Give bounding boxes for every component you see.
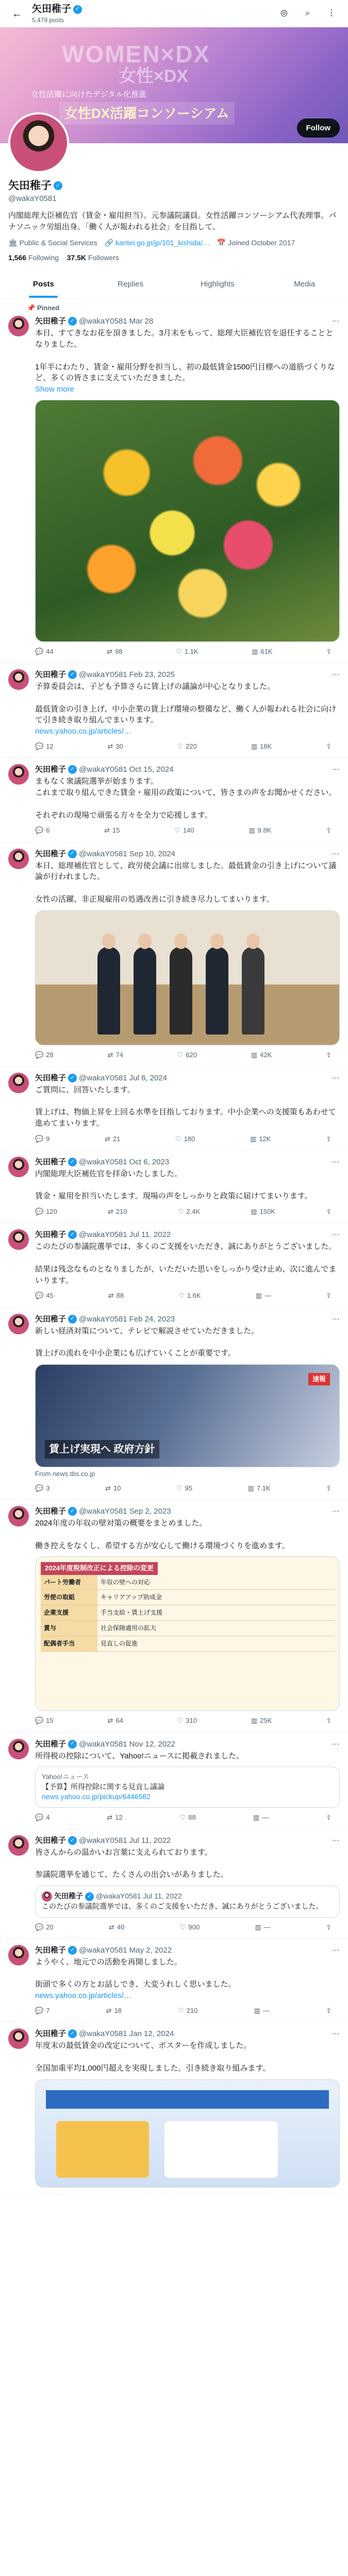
like-button[interactable]: ♡ 1.6K	[178, 1292, 201, 1300]
avatar[interactable]	[8, 1739, 29, 1759]
avatar[interactable]	[8, 1229, 29, 1250]
verified-icon: ✓	[68, 1230, 77, 1239]
table-row: 労使の取組 キャリアアップ助成金	[41, 1590, 334, 1605]
tweet-actions	[35, 1134, 340, 1144]
more-icon[interactable]: ⋯	[332, 1739, 340, 1749]
poster-header-bar	[46, 2090, 329, 2109]
table-row: 賞与 社会保険適用の拡大	[41, 1621, 334, 1636]
verified-icon: ✓	[54, 181, 62, 190]
like-button[interactable]: ♡ 140	[174, 826, 194, 835]
tweet-header	[35, 1314, 340, 1325]
author-handle: @wakaY0581	[79, 2029, 127, 2039]
following-count[interactable]: 1,566 Following	[8, 253, 59, 262]
banner-title: 女性DX活躍コンソーシアム	[59, 102, 235, 125]
more-icon[interactable]: ⋯	[332, 1230, 340, 1240]
like-button[interactable]: ♡ 220	[177, 742, 197, 751]
poster-block	[164, 2121, 278, 2178]
author-handle: @wakaY0581	[79, 1073, 127, 1082]
verified-icon: ✓	[68, 850, 77, 858]
author-handle: @wakaY0581	[79, 317, 127, 326]
tweet-header	[35, 1506, 340, 1517]
tweet[interactable]	[0, 663, 348, 758]
table-image[interactable]	[35, 1556, 340, 1711]
views-count[interactable]: ▥ 25K	[251, 1717, 272, 1725]
more-icon[interactable]: ⋯	[332, 1314, 340, 1324]
news-source[interactable]: From news.tbs.co.jp	[35, 1469, 95, 1478]
avatar[interactable]	[8, 1835, 29, 1856]
views-count[interactable]: ▥ —	[255, 1923, 271, 1931]
profile-name-row	[8, 178, 340, 193]
verified-icon: ✓	[68, 2029, 77, 2038]
tweet[interactable]	[0, 1500, 348, 1732]
quote-handle: @wakaY0581	[96, 1892, 141, 1901]
author-handle: @wakaY0581	[79, 1739, 127, 1749]
profile-name: 矢田稚子	[8, 180, 52, 192]
share-icon[interactable]: ⇪	[326, 1484, 332, 1493]
tweet-header	[35, 1229, 340, 1240]
tweet-text: 予算委員会は、子ども予算さらに賃上げの議論が中心となりました。 最低賃金の引き上げ、中小企業の賃上げ環境の整備など、働く人が報われる社会に向けて引き続き取り組んでまいります。	[35, 682, 337, 725]
views-count[interactable]: ▥ —	[255, 1292, 271, 1300]
tweet-text: 年度末の最低賃金の改定について、ポスターを作成しました。 全国加重平均1,000円超えを実現しました。引き続き取り組みます。	[35, 2041, 271, 2073]
share-icon[interactable]: ⇪	[326, 1292, 332, 1300]
reply-button[interactable]: 💬 45	[35, 1292, 54, 1300]
repost-button[interactable]: ⇄ 30	[107, 742, 123, 751]
like-button[interactable]: ♡ 180	[175, 1134, 195, 1143]
tweet-text: ようやく、地元での活動を再開しました。 街頭で多くの方とお話しでき、大変うれしく思いました。	[35, 1957, 236, 1989]
repost-button[interactable]: ⇄ 64	[107, 1717, 123, 1725]
views-count[interactable]: ▥ 7.1K	[247, 1484, 271, 1493]
avatar[interactable]	[8, 316, 29, 336]
repost-button[interactable]: ⇄ 12	[107, 1813, 123, 1821]
reply-button[interactable]: 💬 120	[35, 1208, 57, 1216]
share-icon[interactable]: ⇪	[326, 1923, 332, 1931]
more-icon[interactable]: ⋯	[332, 1836, 340, 1845]
header-name: 矢田稚子	[32, 3, 72, 14]
tweet-header	[35, 1945, 340, 1956]
tweet-link[interactable]: news.yahoo.co.jp/articles/…	[35, 1991, 131, 2001]
like-button[interactable]: ♡ 210	[178, 2007, 198, 2015]
tweet-text: 皆さんからの温かいお言葉に支えられております。 参議院選挙を通じて、たくさんの出会いがありました。	[35, 1848, 228, 1879]
reply-button[interactable]: 💬 28	[35, 1050, 54, 1059]
pinned-label: 📌 Pinned	[27, 304, 60, 312]
more-icon[interactable]: ⋯	[332, 1073, 340, 1082]
author-handle: @wakaY0581	[79, 1230, 127, 1240]
show-more-link[interactable]: Show more	[35, 385, 74, 394]
author-name[interactable]: 矢田稚子	[35, 317, 67, 326]
profile-tabs	[0, 270, 348, 298]
tweet-actions	[35, 1716, 340, 1725]
views-count[interactable]: ▥ —	[253, 1813, 269, 1821]
more-icon[interactable]: ⋯	[332, 1507, 340, 1516]
back-arrow-icon[interactable]: ←	[12, 8, 22, 20]
author-name[interactable]: 矢田稚子	[35, 1739, 67, 1749]
tweet-header	[35, 1073, 340, 1083]
avatar	[42, 1891, 52, 1902]
tweet-header	[35, 1835, 340, 1846]
news-badge: 速報	[308, 1373, 330, 1385]
avatar[interactable]	[8, 1157, 29, 1177]
avatar[interactable]	[8, 1314, 29, 1334]
top-bar	[0, 0, 348, 27]
follow-counts	[8, 253, 340, 263]
banner-watermark-2: 女性×DX	[119, 66, 189, 86]
tweet[interactable]	[0, 1939, 348, 2022]
share-icon[interactable]: ⇪	[326, 648, 332, 656]
tweet-actions	[35, 1484, 340, 1493]
table-caption: 2024年度税制改正による控除の変更	[41, 1562, 158, 1574]
views-count[interactable]: ▥ 61K	[252, 648, 273, 656]
author-name[interactable]: 矢田稚子	[35, 1073, 67, 1082]
avatar[interactable]	[8, 1506, 29, 1527]
repost-button[interactable]: ⇄ 40	[109, 1923, 125, 1931]
tweet-date[interactable]: Sep 10, 2024	[129, 849, 175, 858]
reply-button[interactable]: 💬 44	[35, 648, 54, 656]
verified-icon: ✓	[68, 1507, 77, 1516]
verified-icon: ✓	[68, 1315, 77, 1324]
avatar[interactable]	[8, 669, 29, 690]
follow-button[interactable]: Follow	[297, 118, 340, 138]
repost-button[interactable]: ⇄ 21	[105, 1134, 121, 1143]
reply-button[interactable]: 💬 4	[35, 1813, 50, 1821]
banner-subtitle: 女性活躍に向けたデジタル化推進	[31, 90, 147, 99]
views-count[interactable]: ▥ 12K	[250, 1134, 271, 1143]
card-title: 【予算】所得控除に関する見直し議論	[42, 1782, 164, 1791]
like-button[interactable]: ♡ 1.1K	[176, 648, 198, 656]
tweet-date[interactable]: Feb 23, 2025	[129, 670, 175, 680]
author-name[interactable]: 矢田稚子	[35, 765, 67, 774]
tweet[interactable]	[0, 315, 348, 663]
author-handle: @wakaY0581	[79, 1157, 127, 1166]
reply-button[interactable]: 💬 6	[35, 826, 50, 835]
author-name[interactable]: 矢田稚子	[35, 1945, 67, 1955]
author-name[interactable]: 矢田稚子	[35, 1230, 67, 1240]
tweet-text: 所得税の控除について、Yahoo!ニュースに掲載されました。	[35, 1751, 244, 1760]
verified-icon: ✓	[68, 1158, 77, 1166]
tweet-header	[35, 1157, 340, 1167]
tweet-text: 2024年度の年収の壁対策の概要をまとめました。 働き控えをなくし、希望する方が安心して働ける環境づくりを進めます。	[35, 1519, 290, 1550]
tweet[interactable]	[0, 1733, 348, 1829]
tweet[interactable]	[0, 1223, 348, 1307]
banner-watermark: WOMEN×DX	[62, 41, 211, 67]
tweet-text: ご質問に、回答いたします。 賃上げは、物価上昇を上回る水準を目指しております。中小企業への支援策もあわせて進めてまいります。	[35, 1085, 336, 1128]
verified-icon: ✓	[68, 1074, 77, 1082]
repost-button[interactable]: ⇄ 98	[107, 648, 123, 656]
tweet-actions	[35, 1050, 340, 1060]
profile-meta	[8, 238, 340, 248]
reply-button[interactable]: 💬 7	[35, 2007, 50, 2015]
share-icon[interactable]: ⇪	[326, 1813, 332, 1821]
share-icon[interactable]: ⇪	[326, 1134, 332, 1143]
avatar[interactable]	[8, 112, 69, 173]
reply-button[interactable]: 💬 9	[35, 1134, 50, 1143]
quote-text: このたびの参議院選挙では、多くのご支援をいただき、誠にありがとうございました。	[42, 1902, 323, 1911]
reply-button[interactable]: 💬 20	[35, 1923, 54, 1931]
share-icon[interactable]: ⇪	[326, 2007, 332, 2015]
profile-bio: 内閣総理大臣補佐官（賃金・雇用担当）。元参議院議員。女性活躍コンソーシアム代表理事。パナソニック労組出身。「働く人が報われる社会」を目指して。	[8, 211, 337, 232]
tweet-image[interactable]	[35, 400, 340, 642]
tweet[interactable]	[0, 758, 348, 842]
like-button[interactable]: ♡ 900	[179, 1923, 200, 1931]
verified-icon: ✓	[68, 1740, 77, 1749]
tweet-date[interactable]: Oct 15, 2024	[129, 765, 174, 774]
tweet[interactable]	[0, 1066, 348, 1150]
author-handle: @wakaY0581	[79, 1314, 127, 1324]
more-icon[interactable]: ⋯	[332, 765, 340, 774]
search-icon[interactable]: ⌕	[305, 8, 310, 18]
author-handle: @wakaY0581	[79, 1836, 127, 1845]
more-icon[interactable]: ⋮	[327, 8, 336, 18]
like-button[interactable]: ♡ 2.4K	[177, 1208, 201, 1216]
like-button[interactable]: ♡ 95	[176, 1484, 192, 1493]
more-icon[interactable]: ⋯	[332, 317, 340, 326]
profile-handle: @wakaY0581	[8, 194, 57, 204]
repost-button[interactable]: ⇄ 210	[108, 1208, 127, 1216]
repost-button[interactable]: ⇄ 74	[107, 1050, 123, 1059]
verified-icon: ✓	[68, 1836, 77, 1845]
verified-icon: ✓	[68, 317, 77, 326]
header-title	[32, 3, 82, 25]
like-button[interactable]: ♡ 310	[177, 1717, 197, 1725]
person-figure	[97, 947, 120, 1035]
tweet-text: 本日、総理補佐官として、政労使会議に出席しました。最低賃金の引き上げについて議論が行われました。 女性の活躍、非正規雇用の処遇改善に引き続き尽力してまいります。	[35, 861, 337, 904]
avatar[interactable]	[8, 2028, 29, 2049]
quote-header	[42, 1891, 333, 1902]
share-icon[interactable]: ⇪	[326, 742, 332, 751]
tweet-image[interactable]	[35, 910, 340, 1045]
avatar[interactable]	[8, 1945, 29, 1965]
tweet[interactable]	[0, 2022, 348, 2194]
table-row: パート労働者 年収の壁への対応	[41, 1575, 334, 1590]
author-name[interactable]: 矢田稚子	[35, 1507, 67, 1516]
card-source: Yahoo!ニュース	[42, 1773, 89, 1781]
tweet-header	[35, 849, 340, 859]
author-name[interactable]: 矢田稚子	[35, 2029, 67, 2039]
tweet-header	[35, 764, 340, 775]
share-icon[interactable]: ⇪	[326, 826, 332, 835]
verified-icon: ✓	[85, 1892, 94, 1901]
followers-count[interactable]: 37.5K Followers	[67, 253, 119, 262]
tweet-header	[35, 2028, 340, 2039]
table-row: 配偶者手当 見直しの促進	[41, 1636, 334, 1652]
more-icon[interactable]: ⋯	[332, 1157, 340, 1166]
author-name[interactable]: 矢田稚子	[35, 1314, 67, 1324]
tweet-actions	[35, 2006, 340, 2015]
tweet-text: 新しい経済対策について、テレビで解説させていただきました。 賃上げの流れを中小企業にも広げていくことが重要です。	[35, 1326, 259, 1358]
quote-author: 矢田稚子	[54, 1892, 83, 1901]
tweet-date[interactable]: Jul 11, 2022	[129, 1230, 171, 1240]
avatar[interactable]	[8, 849, 29, 869]
tweet-actions	[35, 826, 340, 835]
person-figure	[206, 947, 228, 1035]
repost-button[interactable]: ⇄ 18	[106, 2007, 122, 2015]
author-handle: @wakaY0581	[79, 1507, 127, 1516]
author-handle: @wakaY0581	[79, 1945, 127, 1955]
more-icon[interactable]: ⋯	[332, 2029, 340, 2039]
avatar[interactable]	[8, 764, 29, 785]
post-count: 5,479 posts	[32, 16, 64, 24]
views-count[interactable]: ▥ 42K	[251, 1050, 272, 1059]
tweet-actions	[35, 1207, 340, 1216]
repost-button[interactable]: ⇄ 10	[105, 1484, 121, 1493]
views-count[interactable]: ▥ 9.8K	[248, 826, 272, 835]
like-button[interactable]: ♡ 620	[177, 1050, 197, 1059]
verified-icon: ✓	[68, 1946, 77, 1955]
tweet[interactable]	[0, 842, 348, 1066]
tweet-link[interactable]: news.yahoo.co.jp/articles/…	[35, 727, 131, 736]
card-link[interactable]: news.yahoo.co.jp/pickup/6446582	[42, 1792, 151, 1801]
tweet-actions	[35, 647, 340, 656]
verified-icon: ✓	[73, 5, 82, 14]
quote-date: Jul 11, 2022	[143, 1892, 182, 1901]
profile-section	[0, 112, 348, 263]
grok-icon[interactable]: ◎	[280, 8, 288, 18]
link-card[interactable]	[35, 1767, 340, 1807]
share-icon[interactable]: ⇪	[326, 1717, 332, 1725]
tweet-header	[35, 669, 340, 680]
header-actions	[276, 5, 340, 22]
reply-button[interactable]: 💬 15	[35, 1717, 54, 1725]
news-card-image[interactable]	[35, 1364, 340, 1467]
tweet-header	[35, 316, 340, 327]
tweet-text: 本日、すてきなお花を頂きました。3月末をもって、総理大臣補佐官を退任することとなりました。 1年半にわたり、賃金・雇用分野を担当し、初の最低賃金1500円目標への道筋づくりなど、多くの皆さまに支えていただきました。	[35, 329, 335, 383]
tweet-actions	[35, 1923, 340, 1932]
poster-block	[56, 2121, 149, 2178]
more-icon[interactable]: ⋯	[332, 1945, 340, 1955]
tab-posts[interactable]: Posts	[0, 270, 87, 298]
news-caption: 賃上げ実現へ 政府方針	[45, 1440, 159, 1459]
tweet-date[interactable]: Jul 6, 2024	[129, 1073, 168, 1082]
tab-highlights[interactable]: Highlights	[200, 280, 235, 289]
joined-date: 📅 Joined October 2017	[217, 238, 295, 247]
author-handle: @wakaY0581	[79, 849, 127, 858]
tweet-actions	[35, 1813, 340, 1822]
tweet[interactable]	[0, 1829, 348, 1939]
share-icon[interactable]: ⇪	[326, 1050, 332, 1059]
poster-image[interactable]	[35, 2079, 340, 2188]
tweet-date[interactable]: Jul 11, 2022	[129, 1836, 171, 1845]
person-figure	[134, 947, 156, 1035]
tweet-date[interactable]: Sep 2, 2023	[129, 1507, 171, 1516]
quoted-tweet[interactable]	[35, 1886, 340, 1918]
avatar[interactable]	[8, 1073, 29, 1093]
tweet-header	[35, 1739, 340, 1750]
share-icon[interactable]: ⇪	[326, 1208, 332, 1216]
table-row: 企業支援 手当支給・賃上げ支援	[41, 1605, 334, 1621]
tweet-date[interactable]: May 2, 2022	[129, 1945, 172, 1955]
tweet-actions	[35, 742, 340, 751]
author-handle: @wakaY0581	[79, 670, 127, 680]
tweet[interactable]	[0, 1150, 348, 1223]
author-handle: @wakaY0581	[79, 765, 127, 774]
tweet-date[interactable]: Feb 24, 2023	[129, 1314, 175, 1324]
tweet-actions	[35, 1291, 340, 1300]
reply-button[interactable]: 💬 12	[35, 742, 54, 751]
tweet-date[interactable]: Oct 6, 2023	[129, 1157, 170, 1166]
tweet-text: まもなく衆議院選挙が始まります。 これまで取り組んできた賃金・雇用の政策について、皆さまの声をお聞かせください。 それぞれの現場で頑張る方々を全力で応援します。	[35, 777, 337, 820]
website-link[interactable]: 🔗 kantei.go.jp/jp/101_kishida/…	[104, 238, 210, 247]
author-name[interactable]: 矢田稚子	[35, 1836, 67, 1845]
author-name[interactable]: 矢田稚子	[35, 849, 67, 858]
tweet-text: このたびの参議院選挙では、多くのご支援をいただき、誠にありがとうございました。 結果は残念なものとなりましたが、いただいた思いをしっかり受け止め、次に進んでまいります。	[35, 1242, 337, 1285]
person-figure	[242, 947, 264, 1035]
reply-button[interactable]: 💬 3	[35, 1484, 50, 1493]
verified-icon: ✓	[68, 670, 77, 679]
like-button[interactable]: ♡ 88	[179, 1813, 196, 1821]
tweet-date[interactable]: Mar 28	[129, 317, 154, 326]
tweet-date[interactable]: Nov 12, 2022	[129, 1739, 175, 1749]
views-count[interactable]: ▥ 150K	[251, 1208, 275, 1216]
pinned-wrapper	[0, 298, 348, 313]
views-count[interactable]: ▥ —	[254, 2007, 270, 2015]
author-name[interactable]: 矢田稚子	[35, 670, 67, 680]
header-name-row	[32, 3, 82, 16]
tab-replies[interactable]: Replies	[118, 280, 144, 289]
repost-button[interactable]: ⇄ 15	[104, 826, 120, 835]
tab-media[interactable]: Media	[294, 280, 316, 289]
tweet-text: 内閣総理大臣補佐官を拝命いたしました。 賃金・雇用を担当いたします。現場の声をしっかりと政策に届けてまいります。	[35, 1169, 312, 1201]
tweet-date[interactable]: Jan 12, 2024	[129, 2029, 174, 2039]
more-icon[interactable]: ⋯	[332, 849, 340, 858]
views-count[interactable]: ▥ 18K	[251, 742, 272, 751]
tweet[interactable]	[0, 1308, 348, 1500]
more-icon[interactable]: ⋯	[332, 670, 340, 680]
repost-button[interactable]: ⇄ 88	[108, 1292, 124, 1300]
person-figure	[170, 947, 192, 1035]
verified-icon: ✓	[68, 765, 77, 774]
author-name[interactable]: 矢田稚子	[35, 1157, 67, 1166]
category: 🏛 Public & Social Services	[8, 238, 97, 247]
